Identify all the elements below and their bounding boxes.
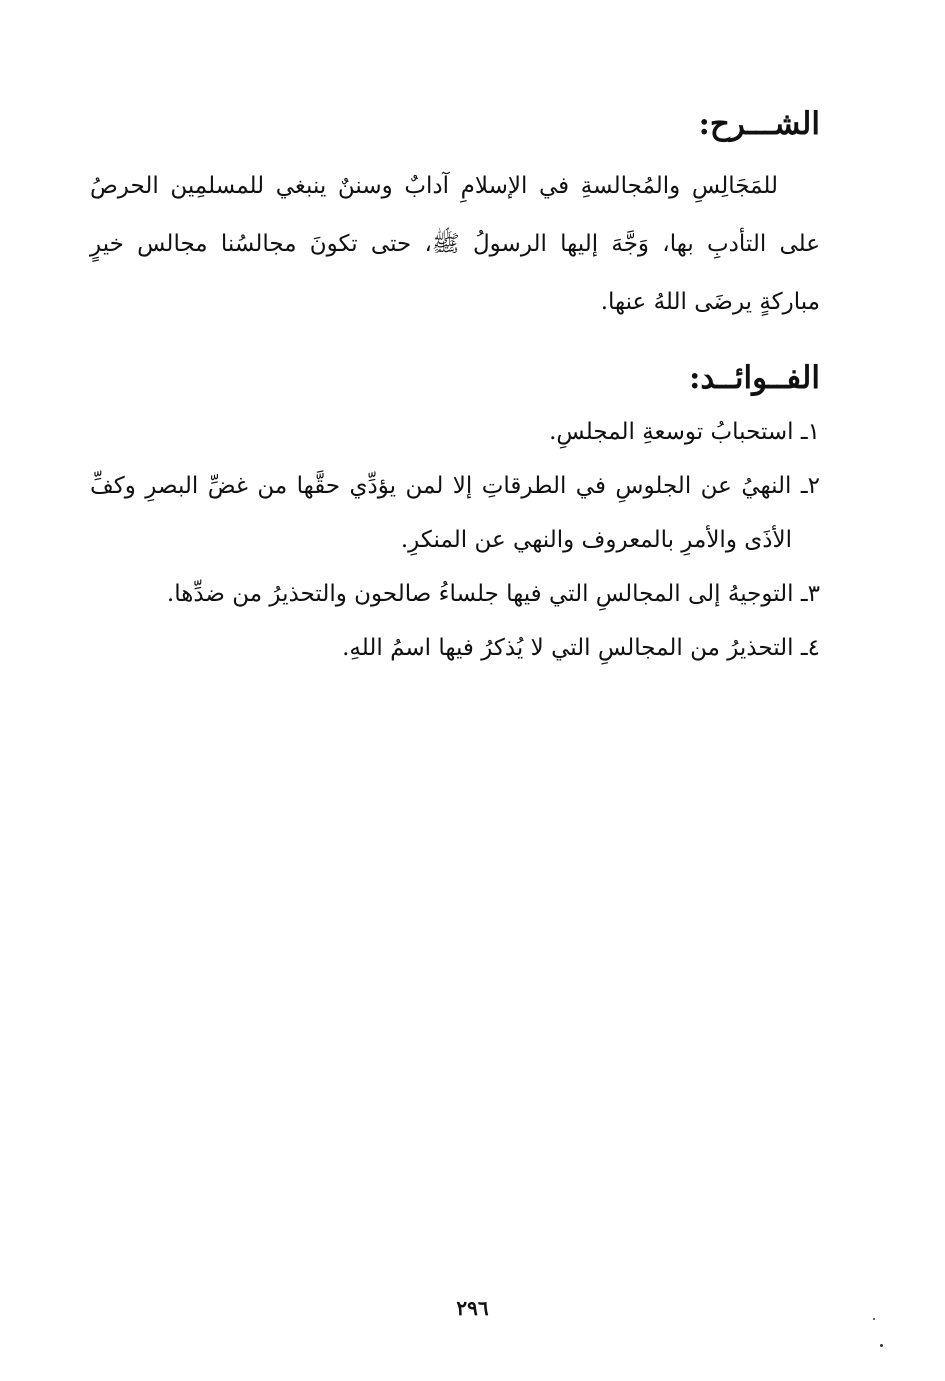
sharh-heading: الشـــرح: bbox=[698, 106, 820, 142]
benefit-text: التوجيهُ إلى المجالسِ التي فيها جلساءُ صالحون والتحذيرُ من ضدِّها. bbox=[166, 581, 794, 607]
benefit-number: ١ـ bbox=[800, 419, 820, 445]
scan-speck bbox=[873, 1318, 875, 1320]
benefit-item-3 bbox=[90, 567, 820, 621]
fawaid-heading: الفــوائــد: bbox=[688, 360, 820, 396]
benefit-item-1 bbox=[90, 405, 820, 459]
benefits-list bbox=[90, 405, 820, 675]
benefit-text: استحبابُ توسعةِ المجلسِ. bbox=[549, 419, 794, 445]
sharh-paragraph: للمَجَالِسِ والمُجالسةِ في الإسلامِ آدابٌ وسننٌ ينبغي للمسلمِين الحرصُ على التأدبِ بها، وَجَّهَ إليها الرسولُ ﷺ، حتى تكونَ مجالسُنا مجالس خيرٍ مباركةٍ يرضَى اللهُ عنها. bbox=[90, 173, 820, 315]
benefit-text: النهيُ عن الجلوسِ في الطرقاتِ إلا لمن يؤدِّي حقَّها من غضِّ البصرِ وكفِّ الأذَى والأمرِ بالمعروف والنهي عن المنكرِ. bbox=[90, 473, 792, 553]
benefit-number: ٣ـ bbox=[800, 581, 820, 607]
scan-speck bbox=[880, 1344, 883, 1347]
benefit-item-4 bbox=[90, 621, 820, 675]
page-number: ٢٩٦ bbox=[456, 1296, 489, 1320]
benefit-number: ٢ـ bbox=[800, 473, 820, 499]
benefit-text: التحذيرُ من المجالسِ التي لا يُذكرُ فيها اسمُ اللهِ. bbox=[342, 635, 794, 661]
benefit-number: ٤ـ bbox=[800, 635, 820, 661]
page-content bbox=[90, 95, 820, 675]
benefit-item-2 bbox=[90, 459, 820, 567]
